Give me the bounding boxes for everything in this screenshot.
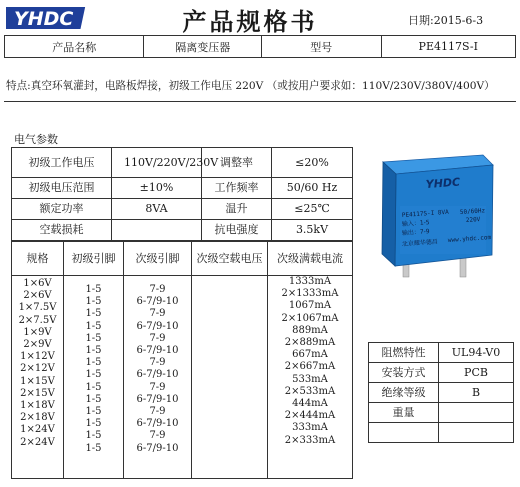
col-header-full-load-current: 次级满载电流	[268, 242, 353, 276]
logo-text: YHDC	[14, 8, 74, 30]
product-name-label: 产品名称	[5, 36, 144, 57]
primary-voltage-label: 初级工作电压	[12, 148, 112, 178]
full-load-current-item: 1067mA	[288, 300, 332, 312]
full-load-current-item: 2×667mA	[284, 361, 336, 373]
full-load-current-item: 2×1067mA	[281, 312, 339, 324]
secondary-pin-item: 6-7/9-10	[136, 418, 179, 430]
table-row	[369, 363, 514, 383]
primary-voltage-value: 110V/220V/230V	[112, 148, 202, 178]
spec-item: 2×15V	[20, 387, 55, 399]
secondary-pin-item: 6-7/9-10	[136, 393, 179, 405]
table-row	[12, 220, 353, 241]
full-load-current-item: 333mA	[292, 422, 328, 434]
primary-pin-item: 1-5	[85, 381, 102, 393]
table-row	[12, 148, 353, 178]
spec-item: 2×12V	[20, 363, 55, 375]
frequency-value: 50/60 Hz	[272, 178, 353, 199]
no-load-voltage-cell	[192, 276, 268, 479]
primary-pin-item: 1-5	[85, 284, 102, 295]
full-load-current-item: 2×533mA	[284, 385, 336, 397]
full-load-current-item: 2×889mA	[284, 337, 336, 349]
primary-pin-item: 1-5	[85, 442, 102, 454]
spec-header-row	[12, 242, 353, 276]
table-row	[369, 383, 514, 403]
full-load-current-list	[268, 276, 352, 447]
primary-pin-item: 1-5	[85, 393, 102, 405]
secondary-pin-item: 6-7/9-10	[136, 296, 179, 308]
primary-pin-item: 1-5	[85, 345, 102, 357]
spec-item: 2×9V	[23, 339, 52, 351]
product-output-text: 输出：7-9	[401, 228, 430, 237]
electrical-params-table	[11, 147, 353, 241]
mount-value: PCB	[439, 363, 514, 383]
full-load-current-item: 889mA	[292, 324, 328, 336]
secondary-pin-item: 6-7/9-10	[136, 320, 179, 332]
primary-pin-list	[64, 276, 123, 455]
secondary-pin-item: 6-7/9-10	[136, 442, 179, 454]
secondary-pin-item: 7-9	[149, 284, 166, 295]
full-load-current-item: 1333mA	[288, 276, 332, 287]
insulation-label: 绝缘等级	[369, 383, 439, 403]
table-row	[369, 403, 514, 423]
dielectric-value: 3.5kV	[272, 220, 353, 241]
spec-item: 2×6V	[23, 290, 52, 302]
secondary-pin-item: 7-9	[149, 381, 166, 393]
full-load-current-item: 444mA	[292, 398, 328, 410]
primary-pin-item: 1-5	[85, 296, 102, 308]
page-title: 产品规格书	[182, 7, 318, 36]
spec-item: 1×9V	[23, 326, 52, 338]
document-date: 日期:2015-6-3	[408, 14, 484, 27]
model-value: PE4117S-I	[418, 40, 478, 53]
weight-value	[439, 403, 514, 423]
secondary-pin-item: 6-7/9-10	[136, 369, 179, 381]
full-load-current-item: 2×444mA	[284, 410, 336, 422]
secondary-pin-item: 7-9	[149, 406, 166, 418]
insulation-value: B	[439, 383, 514, 403]
spec-table	[11, 241, 353, 479]
blank-cell	[369, 423, 439, 443]
product-image	[368, 150, 503, 295]
blank-cell	[439, 423, 514, 443]
regulation-value: ≤20%	[272, 148, 353, 178]
product-maker-text: 北京耀华德昌	[401, 238, 439, 248]
primary-pin-item: 1-5	[85, 332, 102, 344]
secondary-pin-item: 7-9	[149, 357, 166, 369]
spec-item: 1×6V	[23, 278, 52, 289]
product-voltage-text: 220V	[465, 216, 481, 224]
primary-pin-item: 1-5	[85, 406, 102, 418]
spec-data-row	[12, 276, 353, 479]
full-load-current-item: 667mA	[292, 349, 328, 361]
regulation-label: 调整率	[202, 148, 272, 178]
model-label: 型号	[262, 36, 382, 57]
features-divider	[4, 101, 516, 102]
company-logo	[6, 3, 100, 33]
secondary-pin-item: 7-9	[149, 332, 166, 344]
spec-list	[12, 276, 63, 449]
no-load-loss-label: 空载损耗	[12, 220, 112, 241]
product-input-text: 输入：1-5	[401, 219, 430, 228]
weight-label: 重量	[369, 403, 439, 423]
primary-pin-item: 1-5	[85, 430, 102, 442]
col-header-primary-pins: 初级引脚	[64, 242, 124, 276]
rated-power-label: 额定功率	[12, 199, 112, 220]
secondary-pin-item: 6-7/9-10	[136, 345, 179, 357]
col-header-spec: 规格	[12, 242, 64, 276]
temp-rise-label: 温升	[202, 199, 272, 220]
dielectric-label: 抗电强度	[202, 220, 272, 241]
spec-item: 1×12V	[20, 351, 55, 363]
frequency-label: 工作频率	[202, 178, 272, 199]
primary-pin-item: 1-5	[85, 308, 102, 320]
full-load-current-item: 2×1333mA	[281, 288, 339, 300]
col-header-no-load-voltage: 次级空载电压	[192, 242, 268, 276]
table-row	[12, 199, 353, 220]
mount-label: 安装方式	[369, 363, 439, 383]
product-url-text: www.yhdc.com	[447, 233, 492, 244]
product-model-text: PE4117S-I 8VA	[401, 208, 449, 219]
primary-pin-item: 1-5	[85, 418, 102, 430]
table-row	[369, 423, 514, 443]
primary-pin-item: 1-5	[85, 357, 102, 369]
spec-item: 2×7.5V	[18, 314, 57, 326]
no-load-loss-value	[112, 220, 202, 241]
spec-item: 2×24V	[20, 436, 55, 448]
table-row	[12, 178, 353, 199]
product-info-row	[4, 36, 516, 58]
temp-rise-value: ≤25℃	[272, 199, 353, 220]
product-freq-text: 50/60Hz	[459, 207, 486, 216]
primary-range-label: 初级电压范围	[12, 178, 112, 199]
primary-range-value: ±10%	[112, 178, 202, 199]
primary-pin-item: 1-5	[85, 369, 102, 381]
features-text: 特点:真空环氧灌封，电路板焊接，初级工作电压 220V （或按用户要求如：110V/230V/380V/400V）	[6, 80, 495, 92]
section-title: 电气参数	[14, 133, 58, 146]
col-header-secondary-pins: 次级引脚	[124, 242, 192, 276]
secondary-pin-item: 7-9	[149, 308, 166, 320]
full-load-current-item: 533mA	[292, 373, 328, 385]
table-row	[369, 343, 514, 363]
flame-value: UL94-V0	[439, 343, 514, 363]
product-logo: YHDC	[425, 175, 461, 191]
full-load-current-item: 2×333mA	[284, 434, 336, 446]
secondary-pin-item: 7-9	[149, 430, 166, 442]
product-name-value: 隔离变压器	[144, 36, 262, 57]
spec-item: 1×7.5V	[18, 302, 57, 314]
spec-item: 1×24V	[20, 424, 55, 436]
spec-item: 1×15V	[20, 375, 55, 387]
rated-power-value: 8VA	[112, 199, 202, 220]
spec-item: 1×18V	[20, 400, 55, 412]
spec-item: 2×18V	[20, 412, 55, 424]
secondary-pin-list	[124, 276, 191, 455]
primary-pin-item: 1-5	[85, 320, 102, 332]
flame-label: 阻燃特性	[369, 343, 439, 363]
side-properties-table	[368, 342, 514, 443]
